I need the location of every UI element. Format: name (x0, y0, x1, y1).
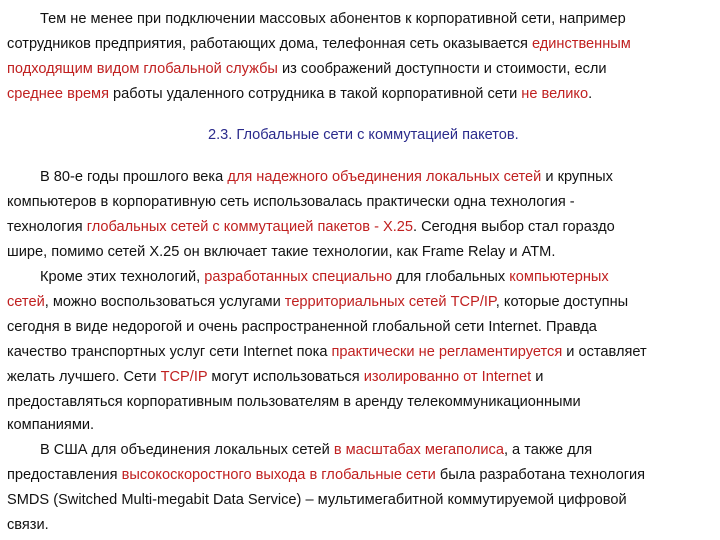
text: , можно воспользоваться услугами (44, 294, 285, 310)
text: предоставляться корпоративным пользователям в аренду телекоммуникационными (7, 394, 581, 410)
text-line-20 (7, 516, 49, 534)
text: SMDS (Switched Multi-megabit Data Service) – мультимегабитной коммутируемой цифровой (7, 492, 627, 508)
highlighted-text: глобальных сетей с коммутацией пакетов - X.25 (86, 219, 414, 235)
highlighted-text: высокоскоростного выхода в глобальные сети (121, 467, 436, 483)
text: и крупных (541, 169, 613, 185)
text: была разработана технология (435, 467, 646, 483)
text: и (531, 369, 544, 385)
text-line-6 (40, 168, 613, 186)
highlighted-text: не велико (521, 86, 589, 102)
text: В 80-е годы прошлого века (40, 169, 228, 185)
text-line-2 (7, 35, 631, 53)
text-line-16 (7, 416, 94, 434)
text: могут использоваться (207, 369, 364, 385)
highlighted-text: компьютерных (509, 269, 609, 285)
text: . Сегодня выбор стал гораздо (413, 219, 615, 235)
text: сотрудников предприятия, работающих дома, телефонная сеть оказывается (7, 36, 532, 52)
text: связи. (7, 517, 49, 533)
text: Тем не менее при подключении массовых абонентов к корпоративной сети, например (40, 11, 626, 27)
text: сегодня в виде недорогой и очень распространенной глобальной сети Internet. Правда (7, 319, 597, 335)
highlighted-text: среднее время (7, 86, 109, 102)
text: предоставления (7, 467, 122, 483)
text-line-14 (7, 368, 543, 386)
text: В США для объединения локальных сетей (40, 442, 334, 458)
highlighted-text: для надежного объединения локальных сетей (227, 169, 542, 185)
text: желать лучшего. Сети (7, 369, 161, 385)
text-line-10 (40, 268, 609, 286)
highlighted-text: сетей (7, 294, 45, 310)
text: , которые доступны (495, 294, 629, 310)
section-heading (208, 126, 519, 144)
text-line-8 (7, 218, 615, 236)
highlighted-text: TCP/IP (160, 369, 208, 385)
text-line-17 (40, 441, 592, 459)
highlighted-text: изолированно от Internet (363, 369, 532, 385)
text-line-7 (7, 193, 575, 211)
text-line-3 (7, 60, 607, 78)
text-line-11 (7, 293, 628, 311)
text: работы удаленного сотрудника в такой корпоративной сети (109, 86, 522, 102)
text-line-9 (7, 243, 555, 261)
highlighted-text: в масштабах мегаполиса (333, 442, 504, 458)
text-line-13 (7, 343, 647, 361)
text-line-12 (7, 318, 597, 336)
highlighted-text: подходящим видом глобальной службы (7, 61, 278, 77)
text: компьютеров в корпоративную сеть использовалась практически одна технология - (7, 194, 575, 210)
text: качество транспортных услуг сети Internet пока (7, 344, 332, 360)
text-line-18 (7, 466, 645, 484)
highlighted-text: единственным (531, 36, 631, 52)
highlighted-text: практически не регламентируется (331, 344, 563, 360)
text-line-4 (7, 85, 592, 103)
text-line-15 (7, 393, 581, 411)
text-line-1 (40, 10, 626, 28)
text-line-19 (7, 491, 627, 509)
text: шире, помимо сетей X.25 он включает такие технологии, как Frame Relay и ATM. (7, 244, 556, 260)
text: компаниями. (7, 417, 95, 433)
text: , а также для (503, 442, 593, 458)
text: для глобальных (392, 269, 510, 285)
text: Кроме этих технологий, (40, 269, 205, 285)
text: . (588, 86, 593, 102)
text: из соображений доступности и стоимости, если (277, 61, 607, 77)
highlighted-text: разработанных специально (204, 269, 393, 285)
highlighted-text: территориальных сетей TCP/IP (284, 294, 496, 310)
text: и оставляет (562, 344, 647, 360)
text: технология (7, 219, 87, 235)
heading-text: 2.3. Глобальные сети с коммутацией пакетов. (208, 127, 519, 143)
